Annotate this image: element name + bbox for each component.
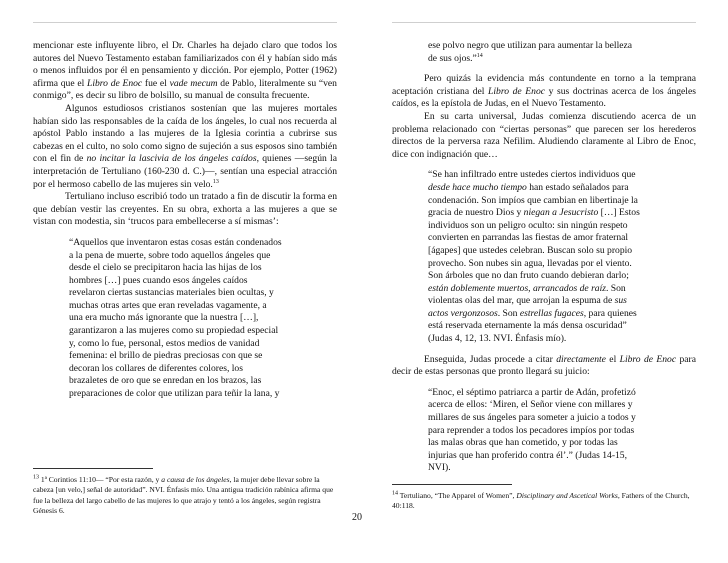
paragraph-judas-evidence: Pero quizás la evidencia más contundente en torno a la temprana aceptación cristiana del Libro de Enoc y sus doctrinas acerca de los ángeles caídos, es la epístola de Judas, en el Nuevo Testamento. [392,73,696,110]
quote-line: “Aquellos que inventaron estas cosas están condenados [69,236,282,248]
footnote-ref-14[interactable]: 14 [476,52,483,59]
quote-line: NVI). [428,462,451,474]
tertullian-quote [69,237,311,401]
quote-line: preparaciones de color que utilizan para teñir la lana, y [69,388,280,400]
quote-line: garantizaron a las mujeres como su propiedad especial [69,325,279,337]
quote-line: revelaron ciertas sustancias materiales bien ocultas, y [69,287,274,299]
quote-line: femenina: el brillo de piedras preciosas con que se [69,350,263,362]
quote-line: “Enoc, el séptimo patriarca a partir de Adán, profetizó [428,386,636,398]
quote-line: y, como lo fue, personal, estos medios de vanidad [69,337,260,349]
footnote-rule [33,468,153,469]
quote-line: decoran los collares de diferentes colores, los [69,362,243,374]
footnote-14: $^{14}$ Tertuliano, “The Apparel of Women”, Disciplinary and Ascetical Works, Fathers of the Church, 40:118. [392,484,696,512]
page-number: 20 [352,512,362,523]
footnote-ref-13[interactable]: 13 [212,178,219,185]
quote-line: millares de sus ángeles para someter a juicio a todos y [428,412,636,424]
tertullian-quote-end: ese polvo negro que utilizan para aumentar la belleza de sus ojos.”$^{14}$ [428,40,633,64]
footnote-rule [392,484,512,485]
quote-line: acerca de ellos: ‘Miren, el Señor viene con millares y [428,399,633,411]
quote-line: injurias que han proferido contra él’.” (Judas 14-15, [428,449,628,461]
header-rule-right [392,22,696,23]
quote-line: una era mucho más ignorante que la nuestra […], [69,312,259,324]
paragraph-tertullian: Tertuliano incluso escribió todo un tratado a fin de discutir la forma en que debían vestir las creyentes. En su obra, exhorta a las mujeres a que se vistan con modestia, sin ‘trucos para embellecerse a sí mismas’: [33,191,337,228]
judas-quote: “Se han infiltrado entre ustedes ciertos individuos que desde hace mucho tiempo han estado señalados para condenación. Son impíos que cambian en libertinaje la gracia de nuestro Dios y niegan a Jesucristo […] Estos individuos son un peligro oculto: sin ningún respeto convierten en parrandas las fiestas de amor fraternal [ágapes] que ustedes celebran. Buscan solo su propio provecho. Son nubes sin agua, llevadas por el viento. Son árboles que no dan fruto cuando debieran darlo; están doblemente muertos, arrancados de raíz. Son violentas olas del mar, que arrojan la espuma de sus actos vergonzosos. Son estrellas fugaces, para quienes está reservada eternamente la más densa oscuridad” (Judas 4, 12, 13. NVI. Énfasis mío). [428,169,640,345]
paragraph-fallen-angels: Algunos estudiosos cristianos sostenían que las mujeres mortales habían sido las responsables de la caída de los ángeles, lo cual nos recuerda al apóstol Pablo instando a las mujeres de la Iglesia corintia a cubrirse sus cabezas en el culto, no solo como signo de sujeción a sus esposos sino también con el fin de no incitar la lascivia de los ángeles caídos, quienes —según la interpretación de Tertuliano (160-230 d. C.)—, sentían una especial atracción por el hermoso cabello de las mujeres sin velo.$^{13}$ [33,102,337,190]
quote-line: para reprender a todos los pecadores impíos por todas [428,424,635,436]
quote-line: brazaletes de oro que se enredan en los brazos, las [69,375,262,387]
quote-line: desde el cielo se precipitaron hacia las hijas de los [69,262,262,274]
paragraph-judas-letter: En su carta universal, Judas comienza discutiendo acerca de un problema relacionado con “ciertas personas” que parecen ser los herederos directos de la perversa raza Nefilim. Aludiendo claramente al Libro de Enoc, dice con indignación que… [392,110,696,160]
quote-line: las malas obras que han cometido, y por todas las [428,437,618,449]
header-rule-left [33,22,337,23]
paragraph-enoc-influence: mencionar este influyente libro, el Dr. Charles ha dejado claro que todos los autores del Nuevo Testamento estaban familiarizados con él y habían sido más o menos influidos por él en pensamiento y dicción. Por ejemplo, Potter (1962) afirma que el Libro de Enoc fue el vade mecum de Pablo, literalmente su “ven conmigo”, es decir su libro de bolsillo, su manual de consulta frecuente. [33,40,337,102]
left-column [33,40,337,401]
quote-line: muchas otras artes que eran reveladas vagamente, a [69,299,267,311]
quote-line: hombres […] pues cuando esos ángeles caídos [69,274,248,286]
enoc-quote [428,387,670,475]
footnote-13: $^{13}$ 1ª Corintios 11:10— “Por esta razón, y a causa de los ángeles, la mujer debe llevar sobre la cabeza [un velo,] señal de autoridad”. NVI. Énfasis mío. Una antigua tradición rabínica afirma que fue la belleza del largo cabello de las mujeres lo que atrajo y tentó a los ángeles, según registra Génesis 6. [33,468,337,517]
right-column [392,40,696,475]
quote-line: a la pena de muerte, sobre todo aquellos ángeles que [69,249,271,261]
paragraph-judas-cites-enoc: Enseguida, Judas procede a citar directamente el Libro de Enoc para decir de estas personas que pronto llegará su juicio: [392,353,696,378]
